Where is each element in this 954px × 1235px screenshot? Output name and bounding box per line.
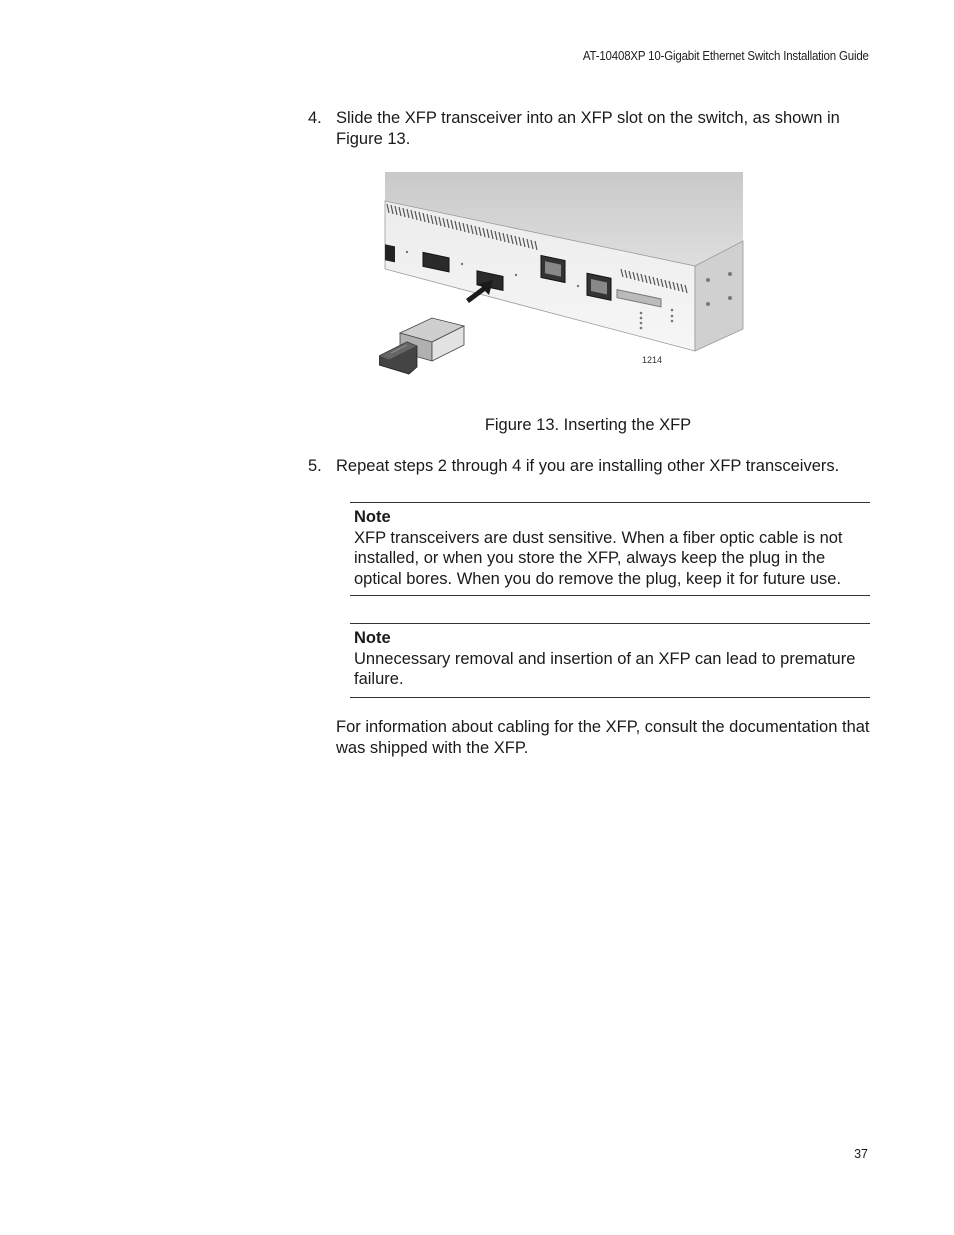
note-body: XFP transceivers are dust sensitive. When a fiber optic cable is not installed, or when you store the XFP, always keep the plug in the optical bores. When you do remove the plug, keep it for future use. xyxy=(354,528,843,588)
switch-illustration xyxy=(379,171,745,383)
step-4 xyxy=(308,108,868,150)
running-header: AT-10408XP 10-Gigabit Ethernet Switch Installation Guide xyxy=(583,49,869,63)
step-number: 4. xyxy=(308,109,322,127)
xfp-slot-1 xyxy=(385,244,395,262)
step-text: Slide the XFP transceiver into an XFP slot on the switch, as shown in Figure 13. xyxy=(336,109,840,148)
step-5 xyxy=(308,456,868,477)
art-number: 1214 xyxy=(642,355,663,365)
page-number: 37 xyxy=(854,1147,868,1161)
xfp-transceiver xyxy=(379,318,464,374)
note-dust-sensitive xyxy=(350,502,870,596)
note-title: Note xyxy=(354,508,391,526)
step-number: 5. xyxy=(308,457,322,475)
step-text: Repeat steps 2 through 4 if you are installing other XFP transceivers. xyxy=(336,457,840,475)
xfp-insertion-figure xyxy=(379,171,745,383)
note-title: Note xyxy=(354,629,391,647)
note-premature-failure xyxy=(350,623,870,698)
note-body: Unnecessary removal and insertion of an XFP can lead to premature failure. xyxy=(354,649,856,688)
closing-paragraph: For information about cabling for the XFP, consult the documentation that was shipped with the XFP. xyxy=(336,718,870,757)
figure-caption: Figure 13. Inserting the XFP xyxy=(484,416,692,434)
